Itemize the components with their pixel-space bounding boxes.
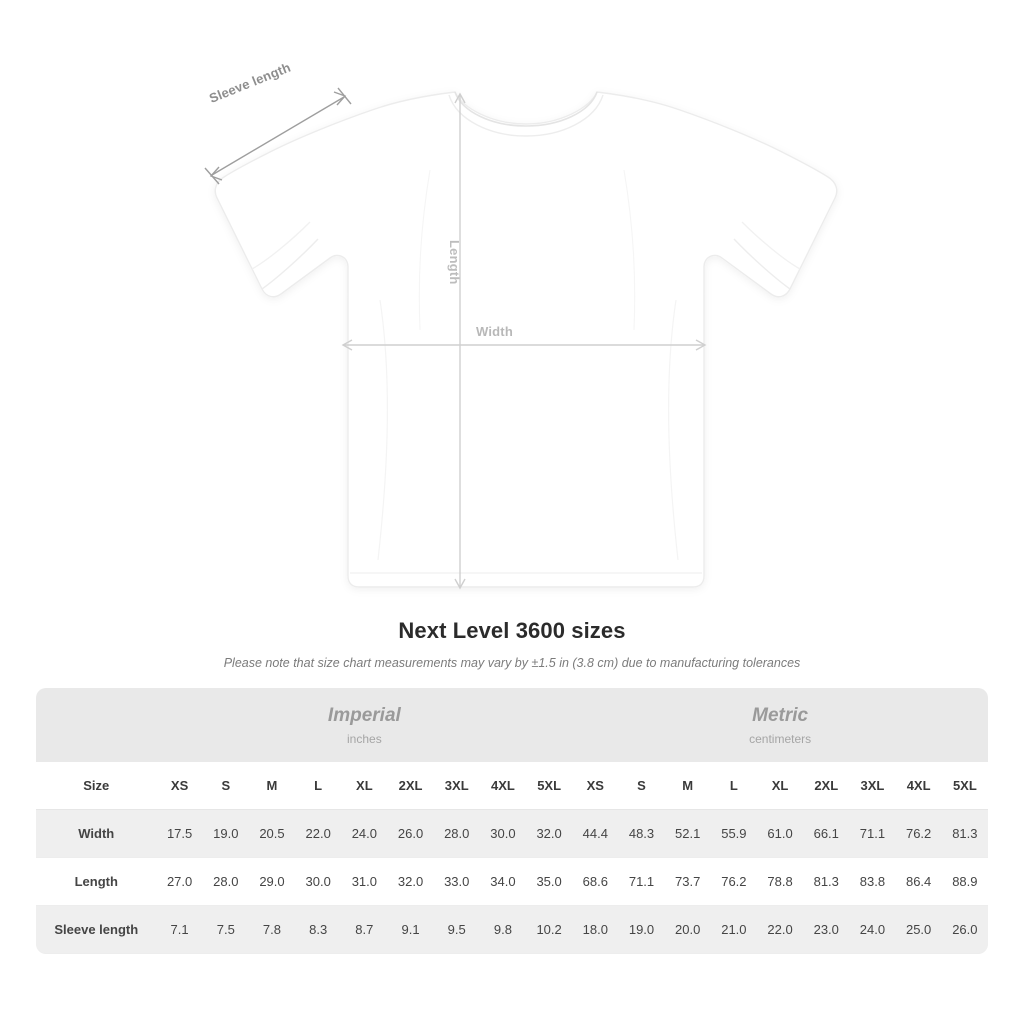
unit-metric-cell (572, 688, 988, 762)
cell-width-metric-l: 55.9 (711, 810, 757, 858)
cell-sleeve-metric-5xl: 26.0 (942, 906, 988, 954)
cell-sleeve-metric-m: 20.0 (665, 906, 711, 954)
size-header-metric-s: S (618, 762, 664, 810)
cell-length-imperial-3xl: 33.0 (434, 858, 480, 906)
cell-width-metric-2xl: 66.1 (803, 810, 849, 858)
unit-metric-sub: centimeters (749, 731, 812, 746)
unit-imperial-cell (157, 688, 573, 762)
cell-length-metric-xl: 78.8 (757, 858, 803, 906)
cell-length-metric-m: 73.7 (665, 858, 711, 906)
size-table (36, 688, 988, 954)
cell-sleeve-metric-4xl: 25.0 (896, 906, 942, 954)
size-header-metric-xl: XL (757, 762, 803, 810)
width-label: Width (476, 324, 513, 339)
cell-sleeve-imperial-xl: 8.7 (341, 906, 387, 954)
cell-length-metric-s: 71.1 (618, 858, 664, 906)
cell-length-imperial-5xl: 35.0 (526, 858, 572, 906)
cell-length-metric-2xl: 81.3 (803, 858, 849, 906)
cell-sleeve-imperial-l: 8.3 (295, 906, 341, 954)
table-row (36, 858, 988, 906)
cell-length-imperial-xs: 27.0 (157, 858, 203, 906)
size-header-metric-l: L (711, 762, 757, 810)
cell-length-metric-5xl: 88.9 (942, 858, 988, 906)
cell-sleeve-imperial-m: 7.8 (249, 906, 295, 954)
sleeve-length-label: Sleeve length (207, 59, 293, 106)
cell-sleeve-metric-s: 19.0 (618, 906, 664, 954)
cell-width-metric-s: 48.3 (618, 810, 664, 858)
size-table-wrapper (0, 688, 1024, 954)
size-header-metric-3xl: 3XL (849, 762, 895, 810)
cell-length-imperial-l: 30.0 (295, 858, 341, 906)
unit-metric-title: Metric (752, 705, 809, 727)
cell-width-metric-5xl: 81.3 (942, 810, 988, 858)
size-header-imperial-xl: XL (341, 762, 387, 810)
size-header-metric-5xl: 5XL (942, 762, 988, 810)
cell-width-imperial-l: 22.0 (295, 810, 341, 858)
title-block (0, 618, 1024, 670)
cell-sleeve-imperial-2xl: 9.1 (387, 906, 433, 954)
size-header-imperial-3xl: 3XL (434, 762, 480, 810)
cell-length-imperial-s: 28.0 (203, 858, 249, 906)
unit-imperial-sub: inches (347, 731, 382, 746)
cell-length-metric-4xl: 86.4 (896, 858, 942, 906)
cell-sleeve-imperial-4xl: 9.8 (480, 906, 526, 954)
cell-width-metric-4xl: 76.2 (896, 810, 942, 858)
size-header-row-group (36, 762, 988, 810)
cell-length-metric-l: 76.2 (711, 858, 757, 906)
size-header-imperial-5xl: 5XL (526, 762, 572, 810)
cell-width-imperial-4xl: 30.0 (480, 810, 526, 858)
cell-width-metric-3xl: 71.1 (849, 810, 895, 858)
size-header-imperial-s: S (203, 762, 249, 810)
cell-width-imperial-s: 19.0 (203, 810, 249, 858)
size-header-imperial-l: L (295, 762, 341, 810)
row-label-width: Width (36, 810, 157, 858)
cell-sleeve-imperial-xs: 7.1 (157, 906, 203, 954)
cell-length-imperial-2xl: 32.0 (387, 858, 433, 906)
cell-sleeve-metric-3xl: 24.0 (849, 906, 895, 954)
unit-imperial-title: Imperial (327, 705, 401, 727)
cell-length-imperial-m: 29.0 (249, 858, 295, 906)
cell-sleeve-imperial-5xl: 10.2 (526, 906, 572, 954)
table-row (36, 906, 988, 954)
cell-width-metric-xs: 44.4 (572, 810, 618, 858)
size-header-metric-xs: XS (572, 762, 618, 810)
cell-sleeve-metric-xs: 18.0 (572, 906, 618, 954)
size-header-metric-2xl: 2XL (803, 762, 849, 810)
size-header-row (36, 762, 988, 810)
cell-width-imperial-xs: 17.5 (157, 810, 203, 858)
size-header-imperial-xs: XS (157, 762, 203, 810)
cell-width-imperial-2xl: 26.0 (387, 810, 433, 858)
cell-width-imperial-m: 20.5 (249, 810, 295, 858)
unit-header-row (36, 688, 988, 762)
cell-length-metric-3xl: 83.8 (849, 858, 895, 906)
size-table-body (36, 810, 988, 954)
size-header-imperial-4xl: 4XL (480, 762, 526, 810)
row-label-sleeve-length: Sleeve length (36, 906, 157, 954)
cell-width-imperial-xl: 24.0 (341, 810, 387, 858)
table-row (36, 810, 988, 858)
cell-width-metric-m: 52.1 (665, 810, 711, 858)
size-header-imperial-m: M (249, 762, 295, 810)
cell-sleeve-metric-xl: 22.0 (757, 906, 803, 954)
tolerance-note: Please note that size chart measurements may vary by ±1.5 in (3.8 cm) due to manufacturing tolerances (223, 656, 801, 670)
cell-length-metric-xs: 68.6 (572, 858, 618, 906)
cell-sleeve-metric-2xl: 23.0 (803, 906, 849, 954)
size-header-label: Size (36, 762, 157, 810)
tshirt-shape (215, 92, 837, 587)
page-title: Next Level 3600 sizes (398, 618, 626, 643)
size-header-metric-m: M (665, 762, 711, 810)
cell-sleeve-imperial-s: 7.5 (203, 906, 249, 954)
cell-width-metric-xl: 61.0 (757, 810, 803, 858)
size-header-imperial-2xl: 2XL (387, 762, 433, 810)
cell-width-imperial-5xl: 32.0 (526, 810, 572, 858)
size-header-metric-4xl: 4XL (896, 762, 942, 810)
length-label: Length (447, 240, 462, 285)
cell-sleeve-metric-l: 21.0 (711, 906, 757, 954)
row-label-length: Length (36, 858, 157, 906)
cell-length-imperial-4xl: 34.0 (480, 858, 526, 906)
cell-sleeve-imperial-3xl: 9.5 (434, 906, 480, 954)
unit-corner-cell (36, 688, 157, 762)
cell-width-imperial-3xl: 28.0 (434, 810, 480, 858)
cell-length-imperial-xl: 31.0 (341, 858, 387, 906)
